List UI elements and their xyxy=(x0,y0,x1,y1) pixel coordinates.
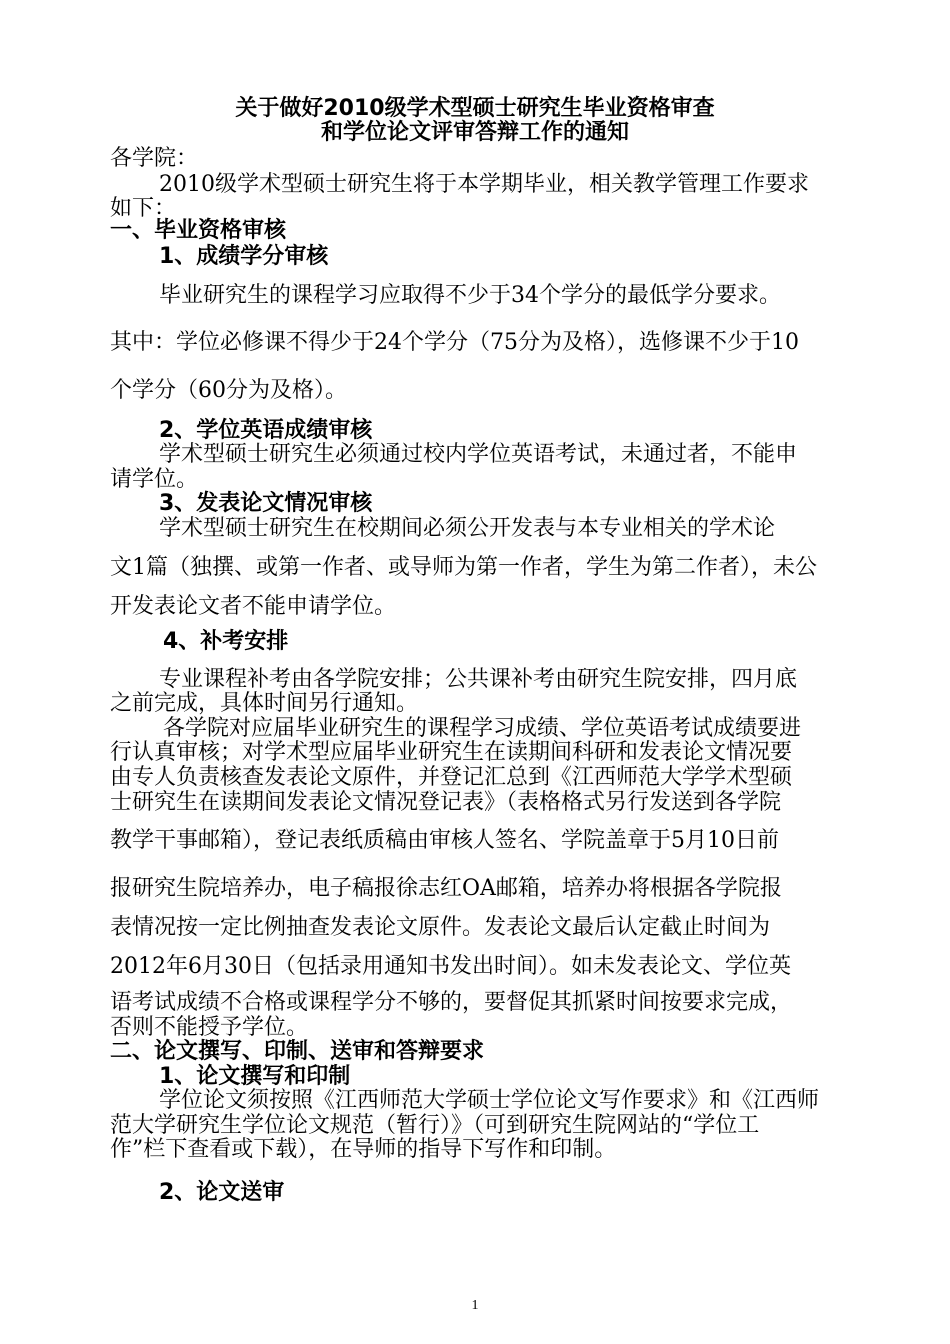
paragraph-line: 行认真审核；对学术型应届毕业研究生在读期间科研和发表论文情况要 xyxy=(110,740,793,765)
document-title-line-1: 关于做好2010级学术型硕士研究生毕业资格审查 xyxy=(235,96,715,121)
subsection-1-1-heading: 1、成绩学分审核 xyxy=(159,244,329,269)
page-number: 1 xyxy=(471,1298,479,1313)
subsection-2-2-heading: 2、论文送审 xyxy=(159,1180,285,1205)
paragraph-line: 专业课程补考由各学院安排；公共课补考由研究生院安排，四月底 xyxy=(159,667,798,692)
section-2-heading: 二、论文撰写、印制、送审和答辩要求 xyxy=(110,1039,485,1064)
paragraph-line: 学术型硕士研究生必须通过校内学位英语考试，未通过者，不能申 xyxy=(159,442,798,467)
paragraph-line: 各学院对应届毕业研究生的课程学习成绩、学位英语考试成绩要进 xyxy=(163,716,802,741)
paragraph-line: 其中：学位必修课不得少于24个学分（75分为及格），选修课不少于10 xyxy=(110,330,799,355)
paragraph-line: 语考试成绩不合格或课程学分不够的，要督促其抓紧时间按要求完成， xyxy=(110,990,793,1015)
intro-line-1: 2010级学术型硕士研究生将于本学期毕业，相关教学管理工作要求 xyxy=(159,172,809,197)
paragraph-line: 文1篇（独撰、或第一作者、或导师为第一作者，学生为第二作者），未公 xyxy=(110,555,817,580)
paragraph-line: 由专人负责核查发表论文原件，并登记汇总到《江西师范大学学术型硕 xyxy=(110,765,793,790)
paragraph-line: 士研究生在读期间发表论文情况登记表》（表格格式另行发送到各学院 xyxy=(110,790,782,815)
paragraph-line: 请学位。 xyxy=(110,467,199,492)
paragraph-line: 毕业研究生的课程学习应取得不少于34个学分的最低学分要求。 xyxy=(159,283,781,308)
subsection-1-4-heading: 4、补考安排 xyxy=(163,629,289,654)
subsection-2-1-heading: 1、论文撰写和印制 xyxy=(159,1064,351,1089)
paragraph-line: 学位论文须按照《江西师范大学硕士学位论文写作要求》和《江西师 xyxy=(159,1088,820,1113)
subsection-1-2-heading: 2、学位英语成绩审核 xyxy=(159,418,373,443)
paragraph-line: 学术型硕士研究生在校期间必须公开发表与本专业相关的学术论 xyxy=(159,516,776,541)
paragraph-line: 之前完成，具体时间另行通知。 xyxy=(110,691,419,716)
paragraph-line: 表情况按一定比例抽查发表论文原件。发表论文最后认定截止时间为 xyxy=(110,915,771,940)
paragraph-line: 范大学研究生学位论文规范（暂行）》（可到研究生院网站的“学位工 xyxy=(110,1113,760,1138)
paragraph-line: 否则不能授予学位。 xyxy=(110,1015,309,1040)
paragraph-line: 2012年6月30日（包括录用通知书发出时间）。如未发表论文、学位英 xyxy=(110,954,791,979)
subsection-1-3-heading: 3、发表论文情况审核 xyxy=(159,491,373,516)
salutation: 各学院： xyxy=(110,146,199,171)
section-1-heading: 一、毕业资格审核 xyxy=(110,218,287,243)
paragraph-line: 报研究生院培养办，电子稿报徐志红OA邮箱，培养办将根据各学院报 xyxy=(110,876,782,901)
paragraph-line: 开发表论文者不能申请学位。 xyxy=(110,594,397,619)
paragraph-line: 教学干事邮箱），登记表纸质稿由审核人签名、学院盖章于5月10日前 xyxy=(110,828,779,853)
intro-line-2: 如下： xyxy=(110,196,177,221)
paragraph-line: 作”栏下查看或下载），在导师的指导下写作和印制。 xyxy=(110,1137,617,1162)
document-title-line-2: 和学位论文评审答辩工作的通知 xyxy=(320,120,629,145)
paragraph-line: 个学分（60分为及格）。 xyxy=(110,378,347,403)
